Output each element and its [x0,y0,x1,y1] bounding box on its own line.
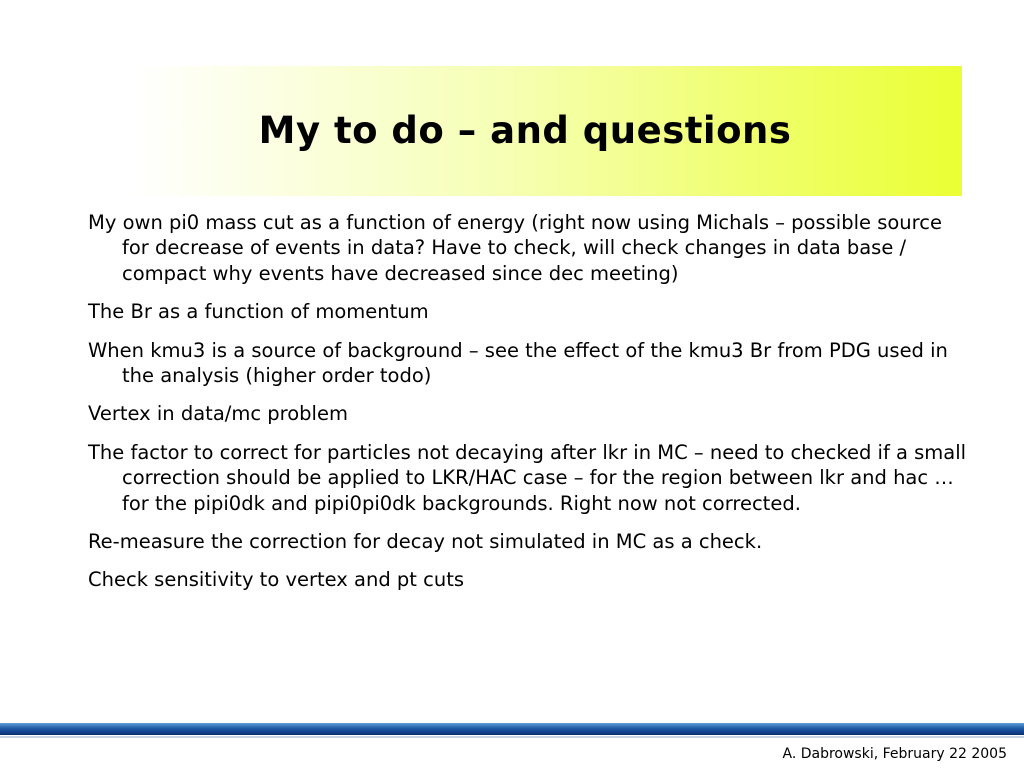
bullet-item: The Br as a function of momentum [88,300,429,324]
footer-text: A. Dabrowski, February 22 2005 [782,746,1007,762]
slide-title: My to do – and questions [258,109,792,152]
bullet-item: Vertex in data/mc problem [88,402,348,426]
bullet-list [88,210,968,606]
footer-bar [0,723,1024,735]
bullet-item: Re-measure the correction for decay not simulated in MC as a check. [88,530,763,554]
bullet-item: The factor to correct for particles not decaying after lkr in MC – need to checked if a small correction should be applied to LKR/HAC case – for the region between lkr and hac … for the pipi0dk and pipi0pi0dk backgrounds. Right now not corrected. [88,440,967,515]
bullet-item: When kmu3 is a source of background – see the effect of the kmu3 Br from PDG used in the analysis (higher order todo) [88,338,948,388]
bullet-item: My own pi0 mass cut as a function of energy (right now using Michals – possible source for decrease of events in data? Have to check, will check changes in data base / compact why events have decreased since dec meeting) [88,211,942,285]
bullet-item: Check sensitivity to vertex and pt cuts [88,568,465,592]
